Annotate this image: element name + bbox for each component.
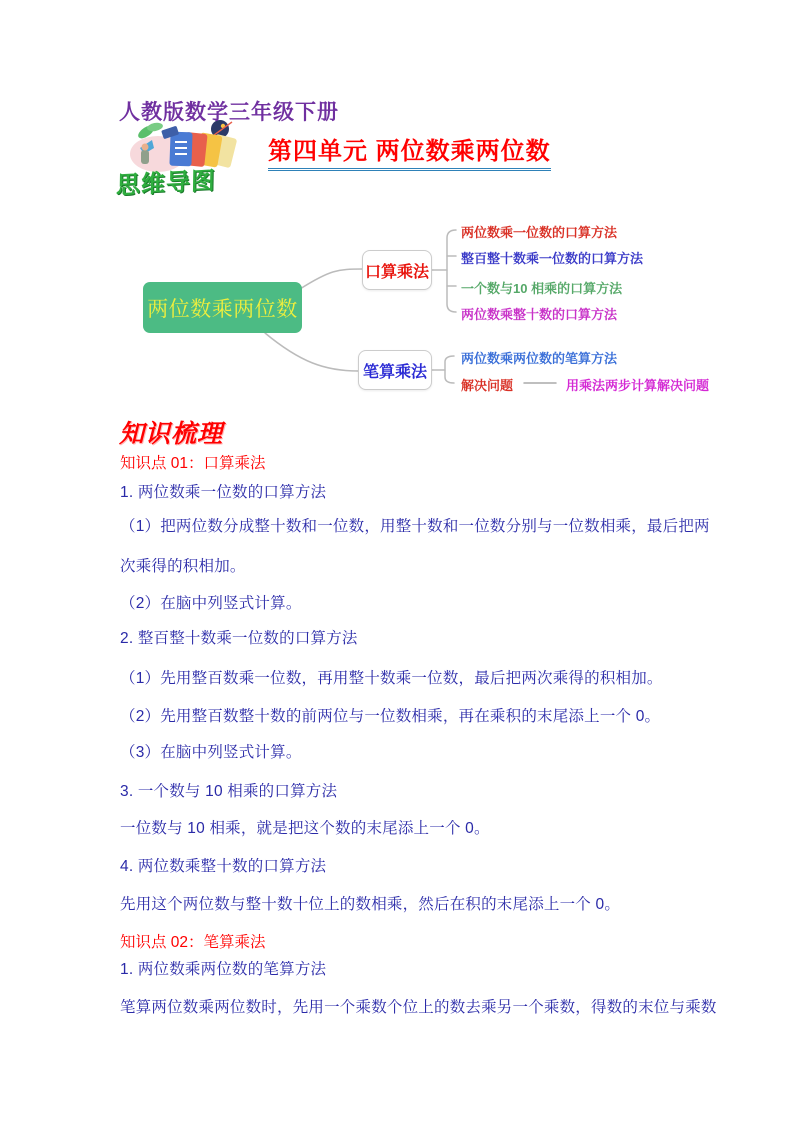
knowledge-line: 3. 一个数与 10 相乘的口算方法 bbox=[120, 783, 338, 800]
mindmap-leaf-written-2: 解决问题 bbox=[461, 378, 514, 393]
mindmap-badge: 思维导图 bbox=[115, 167, 217, 200]
knowledge-point-1-title: 知识点 01：口算乘法 bbox=[120, 455, 266, 472]
knowledge-point-2-title: 知识点 02：笔算乘法 bbox=[120, 934, 266, 951]
knowledge-line: （1）把两位数分成整十数和一位数，用整十数和一位数分别与一位数相乘，最后把两 bbox=[120, 518, 710, 535]
mindmap-leaf-written-1: 两位数乘两位数的笔算方法 bbox=[461, 351, 618, 366]
knowledge-line: （3）在脑中列竖式计算。 bbox=[120, 744, 302, 761]
mindmap-leaf-oral-2: 整百整十数乘一位数的口算方法 bbox=[461, 251, 644, 266]
knowledge-line: （1）先用整百数乘一位数，再用整十数乘一位数，最后把两次乘得的积相加。 bbox=[120, 670, 663, 687]
knowledge-line: 2. 整百整十数乘一位数的口算方法 bbox=[120, 630, 358, 647]
mindmap-branch-written-multiplication: 笔算乘法 bbox=[358, 350, 432, 390]
mindmap-branch-oral-multiplication: 口算乘法 bbox=[362, 250, 432, 290]
knowledge-line: 先用这个两位数与整十数十位上的数相乘，然后在积的末尾添上一个 0。 bbox=[120, 896, 621, 913]
mindmap-leaf-oral-4: 两位数乘整十数的口算方法 bbox=[461, 307, 618, 322]
knowledge-line: 1. 两位数乘一位数的口算方法 bbox=[120, 484, 327, 501]
knowledge-line: 次乘得的积相加。 bbox=[120, 558, 246, 575]
unit-title: 第四单元 两位数乘两位数 bbox=[268, 131, 551, 171]
knowledge-line: 一位数与 10 相乘，就是把这个数的末尾添上一个 0。 bbox=[120, 820, 490, 837]
knowledge-line: 4. 两位数乘整十数的口算方法 bbox=[120, 858, 327, 875]
knowledge-section-title: 知识梳理 bbox=[119, 420, 224, 448]
knowledge-line: （2）在脑中列竖式计算。 bbox=[120, 595, 302, 612]
course-label: 人教版数学三年级下册 bbox=[119, 101, 339, 124]
knowledge-line: （2）先用整百数整十数的前两位与一位数相乘，再在乘积的末尾添上一个 0。 bbox=[120, 708, 661, 725]
knowledge-line: 笔算两位数乘两位数时，先用一个乘数个位上的数去乘另一个乘数，得数的末位与乘数 bbox=[120, 999, 717, 1016]
mindmap-root-node: 两位数乘两位数 bbox=[143, 282, 302, 333]
knowledge-line: 1. 两位数乘两位数的笔算方法 bbox=[120, 961, 327, 978]
mindmap-leaf-written-2-linked: 用乘法两步计算解决问题 bbox=[566, 378, 710, 393]
mindmap-leaf-oral-3: 一个数与10 相乘的口算方法 bbox=[461, 281, 623, 296]
mindmap-leaf-oral-1: 两位数乘一位数的口算方法 bbox=[461, 225, 618, 240]
